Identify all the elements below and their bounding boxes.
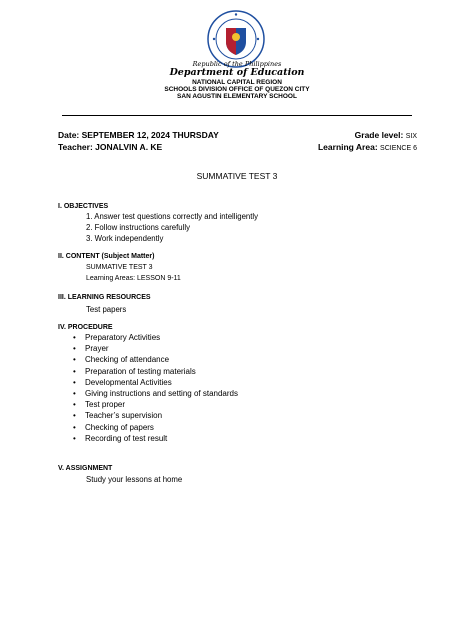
header-divider (62, 115, 412, 116)
learning-area-label: Learning Area: (317, 142, 378, 152)
procedure-item: • Preparatory Activities (58, 333, 238, 344)
procedure-item: • Test proper (58, 400, 238, 411)
procedure-heading: IV. PROCEDURE (58, 324, 113, 331)
procedure-item: • Recording of test result (58, 434, 238, 445)
procedure-item: • Giving instructions and setting of standards (58, 389, 238, 400)
grade-level-label: Grade level: (354, 130, 404, 140)
procedure-item: • Prayer (58, 344, 238, 355)
content-heading: II. CONTENT (Subject Matter) (58, 253, 155, 260)
resource-item: Test papers (86, 305, 127, 314)
procedure-list (58, 333, 238, 445)
procedure-item: • Checking of papers (58, 423, 238, 434)
grade-level-value: SIX (405, 133, 417, 140)
content-item: Learning Areas: LESSON 9-11 (86, 275, 181, 282)
school-line: SAN AGUSTIN ELEMENTARY SCHOOL (177, 93, 297, 100)
procedure-item: • Teacher’s supervision (58, 411, 238, 422)
resources-heading: III. LEARNING RESOURCES (58, 294, 151, 301)
assignment-heading: V. ASSIGNMENT (58, 465, 113, 472)
procedure-item: • Preparation of testing materials (58, 367, 238, 378)
region-line: NATIONAL CAPITAL REGION (192, 79, 282, 86)
teacher-field: Teacher: JONALVIN A. KE (58, 142, 163, 152)
department-line: Department of Education (169, 67, 305, 78)
objective-item: 3. Work independently (86, 234, 164, 243)
learning-area-value: SCIENCE 6 (380, 145, 417, 152)
republic-line: Republic of the Philippines (192, 60, 282, 68)
objective-item: 1. Answer test questions correctly and intelligently (86, 212, 259, 221)
assignment-item: Study your lessons at home (86, 475, 183, 484)
division-line: SCHOOLS DIVISION OFFICE OF QUEZON CITY (164, 86, 310, 93)
learning-area-field (318, 142, 417, 152)
date-field: Date: SEPTEMBER 12, 2024 THURSDAY (58, 130, 219, 140)
grade-level-field (355, 130, 417, 140)
procedure-item: • Checking of attendance (58, 355, 238, 366)
objective-item: 2. Follow instructions carefully (86, 223, 190, 232)
content-item: SUMMATIVE TEST 3 (86, 264, 153, 271)
procedure-item: • Developmental Activities (58, 378, 238, 389)
document-title: SUMMATIVE TEST 3 (196, 171, 278, 181)
objectives-heading: I. OBJECTIVES (58, 203, 109, 210)
